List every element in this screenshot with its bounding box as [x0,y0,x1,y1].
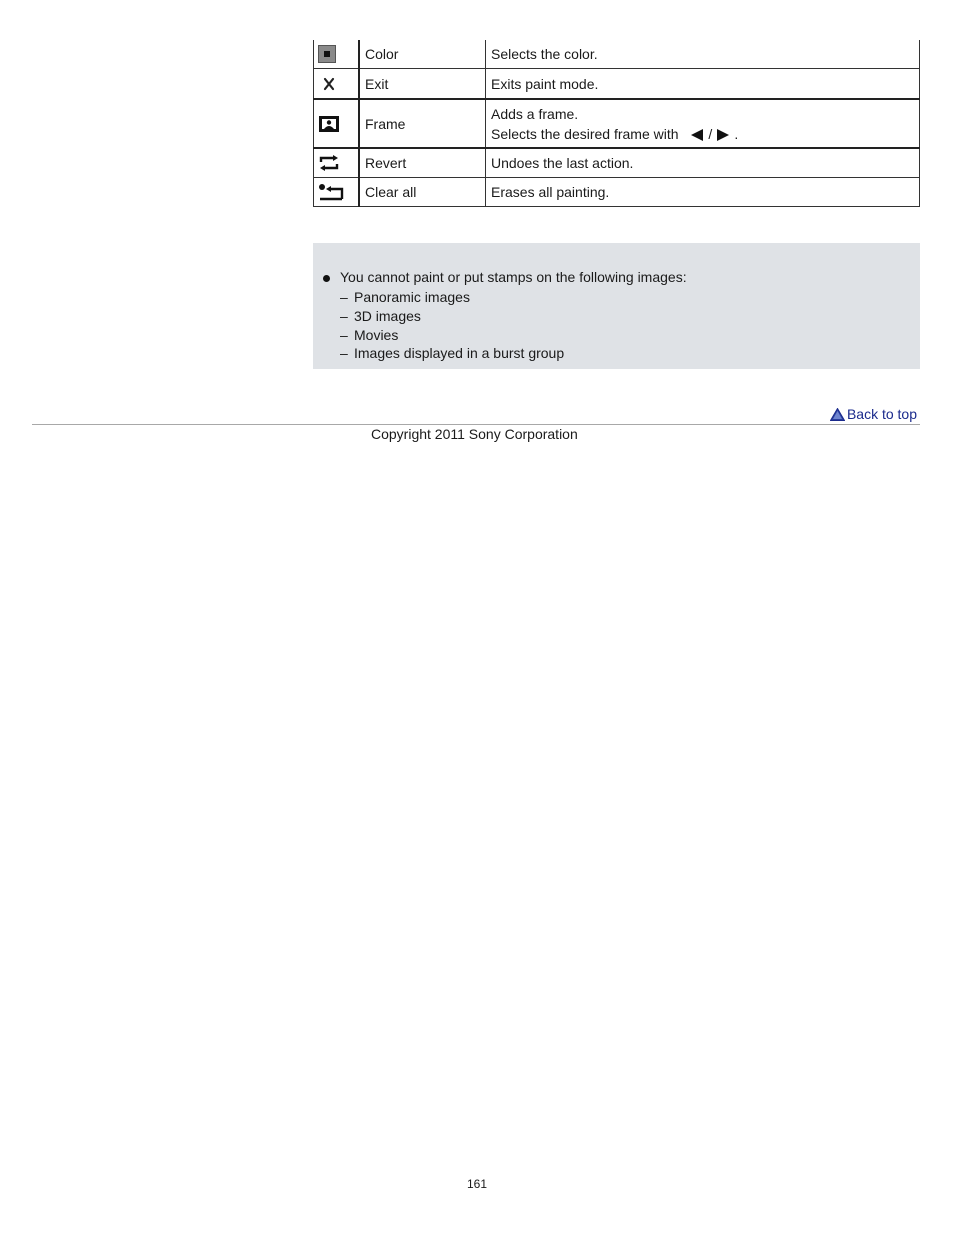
list-item-text: Images displayed in a burst group [354,345,565,362]
icon-cell [314,99,360,148]
list-item-text: 3D images [354,307,421,324]
separator-slash: / [708,125,713,142]
table-row [314,148,920,178]
list-item-text: Panoramic images [354,289,470,305]
list-item [340,307,564,326]
revert-arrows-icon [318,154,340,172]
row-description: Erases all painting. [486,178,920,207]
row-description-line [491,124,914,144]
row-name: Clear all [359,178,486,207]
icon-cell [314,69,360,100]
row-name: Revert [359,148,486,178]
list-item [340,288,564,307]
dash-icon: – [340,345,348,362]
table-row [314,40,920,69]
x-close-icon [318,77,340,91]
copyright-text: Copyright 2011 Sony Corporation [371,426,578,442]
row-name: Color [359,40,486,69]
period: . [734,125,739,142]
row-description: Exits paint mode. [486,69,920,100]
back-to-top-link[interactable] [830,405,917,423]
row-name: Exit [359,69,486,100]
row-description: Undoes the last action. [486,148,920,178]
icon-cell [314,148,360,178]
right-triangle-icon [716,129,730,141]
note-box [313,243,920,369]
dash-icon: – [340,289,348,305]
dash-icon: – [340,326,348,343]
back-to-top-label[interactable]: Back to top [846,406,917,422]
table-row [314,178,920,207]
bullet-icon [323,275,330,282]
footer-divider [32,424,920,425]
row-description [486,99,920,148]
table-row [314,69,920,100]
icon-cell [314,178,360,207]
table-row [314,99,920,148]
icon-cell [314,40,360,69]
row-description: Selects the color. [486,40,920,69]
up-triangle-icon [830,408,845,421]
dash-icon: – [340,307,348,324]
note-sub-list [340,288,564,363]
color-square-icon [318,45,336,63]
row-description-text: Selects the desired frame with [491,125,679,142]
operations-table [313,40,920,207]
note-text: You cannot paint or put stamps on the following images: [340,269,687,285]
frame-icon [318,115,340,133]
list-item [340,326,564,345]
page-number: 161 [466,1177,488,1191]
row-description-line: Adds a frame. [491,105,579,122]
list-item-text: Movies [354,326,399,343]
row-name: Frame [359,99,486,148]
left-triangle-icon [690,129,704,141]
clear-all-icon [318,183,344,201]
list-item [340,344,564,363]
